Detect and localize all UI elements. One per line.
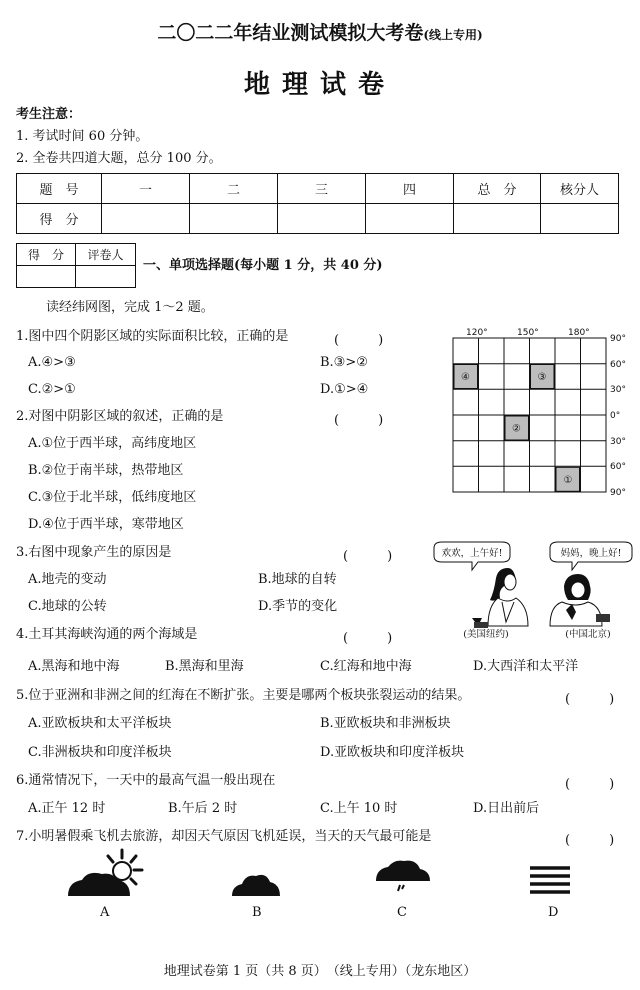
section-heading: 一、单项选择题(每小题 1 分，共 40 分)	[143, 258, 383, 273]
table-cell: 一	[102, 174, 190, 204]
longitude-label: 120°	[466, 328, 488, 338]
option[interactable]: B.亚欧板块和非洲板块	[320, 716, 451, 731]
latitude-label: 90°	[610, 488, 626, 496]
table-cell: 三	[278, 174, 366, 204]
question-stem: 2.对图中阴影区域的叙述，正确的是	[16, 409, 224, 424]
page-footer: 地理试卷第 1 页（共 8 页） （线上专用）（龙东地区）	[163, 964, 477, 979]
option[interactable]: A.亚欧板块和太平洋板块	[28, 716, 172, 731]
option[interactable]: B.午后 2 时	[168, 801, 238, 816]
figure-caption-right: (中国北京)	[565, 629, 611, 640]
option[interactable]: D.亚欧板块和印度洋板块	[320, 745, 465, 760]
exam-title-note: (线上专用)	[423, 28, 483, 42]
score-input-cell[interactable]	[278, 204, 366, 234]
lat-long-grid-figure	[440, 324, 636, 496]
notice-heading: 考生注意：	[16, 107, 82, 122]
answer-parens[interactable]: ( )	[334, 333, 384, 348]
weather-option-label: A	[100, 905, 110, 920]
answer-parens[interactable]: ( )	[334, 413, 384, 428]
table-row	[17, 244, 136, 266]
answer-parens[interactable]: ( )	[343, 631, 393, 646]
table-cell: 四	[366, 174, 454, 204]
exam-title: 二〇二二年结业测试模拟大考卷(线上专用)	[157, 22, 483, 44]
answer-parens[interactable]: ( )	[565, 777, 615, 792]
option[interactable]: B.黑海和里海	[165, 659, 244, 674]
score-input-cell[interactable]	[454, 204, 541, 234]
question-stem: 6.通常情况下，一天中的最高气温一般出现在	[16, 773, 276, 788]
notice-item: 1. 考试时间 60 分钟。	[16, 129, 149, 144]
option[interactable]: B.地球的自转	[258, 572, 337, 587]
latitude-label: 0°	[610, 411, 621, 421]
region-label: ①	[563, 475, 573, 486]
region-label: ④	[461, 372, 470, 383]
question-stem: 4.土耳其海峡沟通的两个海域是	[16, 627, 198, 642]
partly-cloudy-sun-icon[interactable]	[60, 846, 150, 900]
table-cell: 核分人	[541, 174, 619, 204]
speech-bubble-right: 妈妈，晚上好!	[560, 548, 622, 559]
option[interactable]: D.日出前后	[473, 801, 540, 816]
weather-option-label: B	[252, 905, 262, 920]
option[interactable]: D.④位于西半球，寒带地区	[28, 517, 184, 532]
option[interactable]: C.地球的公转	[28, 599, 107, 614]
table-cell: 总 分	[454, 174, 541, 204]
option[interactable]: A.地壳的变动	[28, 572, 107, 587]
latitude-label: 90°	[610, 334, 626, 344]
longitude-label: 180°	[568, 328, 590, 338]
cloudy-icon[interactable]	[228, 868, 284, 898]
answer-parens[interactable]: ( )	[565, 833, 615, 848]
score-input-cell[interactable]	[76, 266, 136, 288]
score-input-cell[interactable]	[102, 204, 190, 234]
exam-subtitle: 地理试卷	[243, 70, 396, 100]
score-input-cell[interactable]	[366, 204, 454, 234]
longitude-label: 150°	[517, 328, 539, 338]
option[interactable]: A.黑海和地中海	[28, 659, 120, 674]
option[interactable]: C.③位于北半球，低纬度地区	[28, 490, 197, 505]
option[interactable]: D.大西洋和太平洋	[473, 659, 579, 674]
question-stem: 5.位于亚洲和非洲之间的红海在不断扩张。主要是哪两个板块张裂运动的结果。	[16, 688, 471, 703]
weather-option-label: D	[548, 905, 559, 920]
rain-icon[interactable]	[372, 857, 432, 897]
girl-on-phone-icon	[550, 574, 610, 626]
option[interactable]: C.上午 10 时	[320, 801, 398, 816]
option[interactable]: C.②>①	[28, 382, 76, 397]
option[interactable]: B.②位于南半球，热带地区	[28, 463, 184, 478]
answer-parens[interactable]: ( )	[343, 549, 393, 564]
table-cell: 得 分	[17, 244, 76, 266]
fog-icon[interactable]	[528, 864, 572, 898]
notice-item: 2. 全卷共四道大题，总分 100 分。	[16, 151, 222, 166]
latitude-label: 30°	[610, 437, 626, 447]
region-label: ③	[537, 372, 547, 383]
region-label: ②	[512, 423, 521, 435]
table-cell: 评卷人	[76, 244, 136, 266]
table-row	[17, 204, 619, 234]
answer-parens[interactable]: ( )	[565, 692, 615, 707]
table-row	[17, 174, 619, 204]
score-table	[16, 173, 619, 234]
question-stem: 3.右图中现象产生的原因是	[16, 545, 172, 560]
score-input-cell[interactable]	[541, 204, 619, 234]
option[interactable]: C.红海和地中海	[320, 659, 412, 674]
latitude-label: 60°	[610, 462, 626, 472]
phone-call-figure	[428, 540, 634, 640]
score-input-cell[interactable]	[17, 266, 76, 288]
table-cell: 题 号	[17, 174, 102, 204]
weather-option-label: C	[397, 905, 407, 920]
option[interactable]: A.正午 12 时	[28, 801, 106, 816]
question-stem: 7.小明暑假乘飞机去旅游，却因天气原因飞机延误，当天的天气最可能是	[16, 829, 432, 844]
latitude-label: 60°	[610, 360, 626, 370]
score-input-cell[interactable]	[190, 204, 278, 234]
option[interactable]: C.非洲板块和印度洋板块	[28, 745, 172, 760]
latitude-label: 30°	[610, 385, 626, 395]
woman-on-phone-icon	[472, 568, 528, 628]
table-cell: 得 分	[17, 204, 102, 234]
option[interactable]: B.③>②	[320, 355, 368, 370]
grader-table	[16, 243, 136, 288]
option[interactable]: D.①>④	[320, 382, 369, 397]
table-row	[17, 266, 136, 288]
figure-caption-left: (美国纽约)	[463, 629, 509, 640]
question-stem: 1.图中四个阴影区域的实际面积比较，正确的是	[16, 329, 289, 344]
speech-bubble-left: 欢欢，上午好!	[441, 548, 503, 559]
option[interactable]: D.季节的变化	[258, 599, 338, 614]
section-intro: 读经纬网图，完成 1～2 题。	[46, 300, 214, 315]
option[interactable]: A.①位于西半球，高纬度地区	[28, 436, 197, 451]
table-cell: 二	[190, 174, 278, 204]
option[interactable]: A.④>③	[28, 355, 76, 370]
